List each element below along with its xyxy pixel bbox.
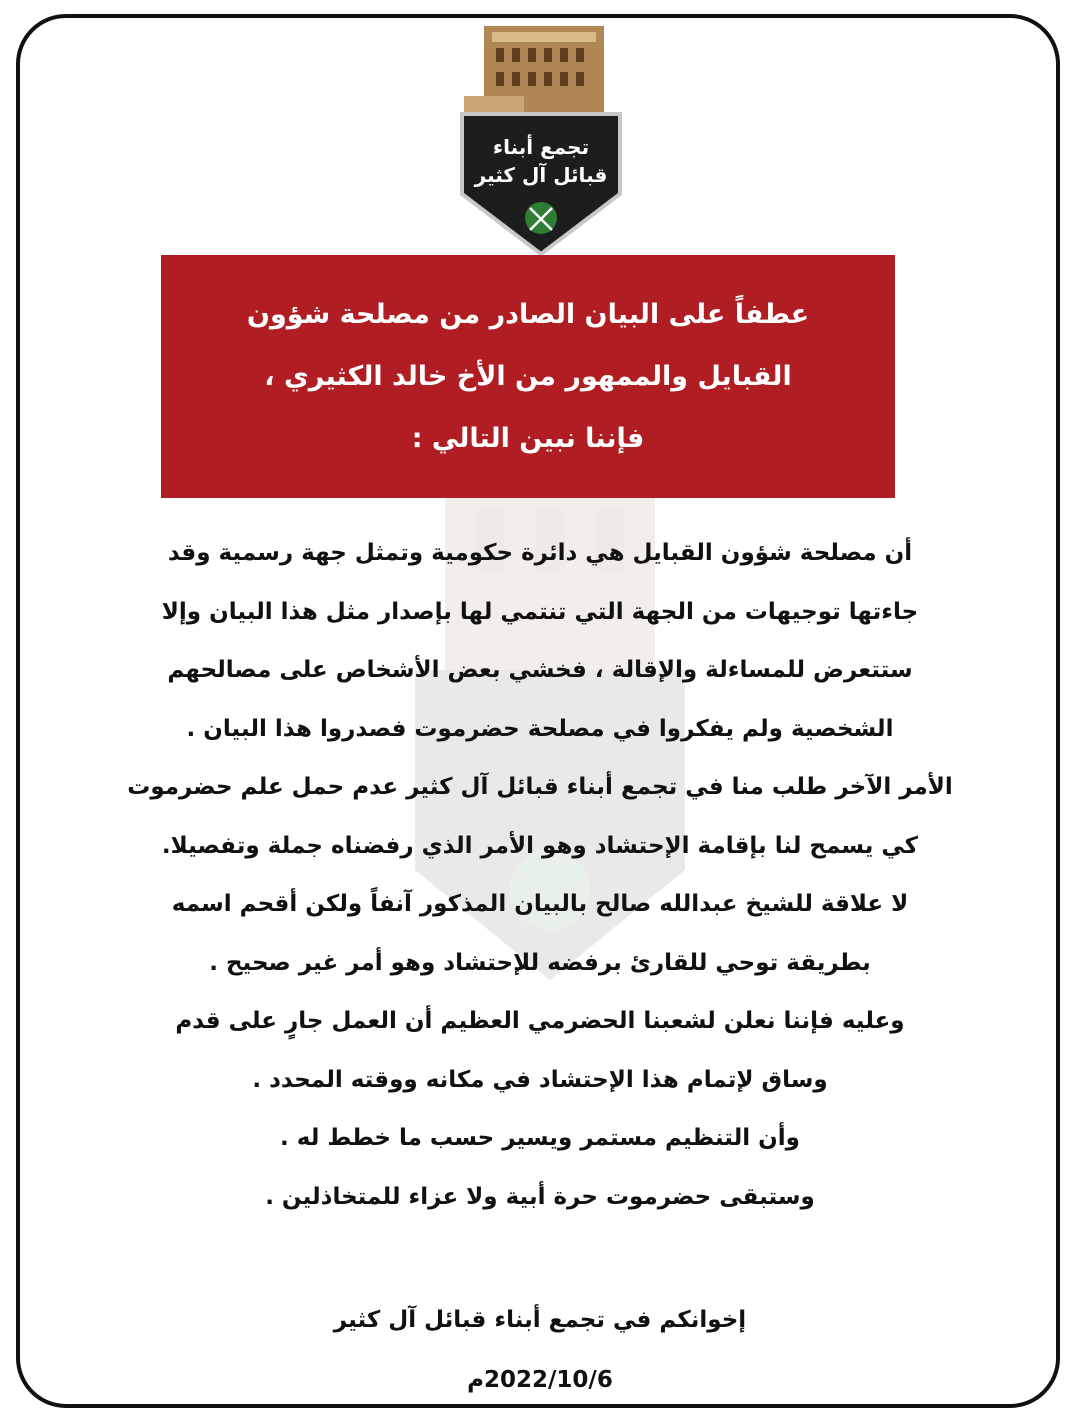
logo-line-2: قبائل آل كثير	[474, 163, 608, 187]
statement-line: وساق لإتمام هذا الإحتشاد في مكانه ووقته المحدد .	[252, 1066, 828, 1093]
banner-line: فإننا نبين التالي :	[411, 422, 645, 454]
statement-line: بطريقة توحي للقارئ برفضه للإحتشاد وهو أمر غير صحيح .	[209, 949, 871, 976]
signature-from: إخوانكم في تجمع أبناء قبائل آل كثير	[333, 1307, 747, 1333]
banner-line: القبايل والممهور من الأخ خالد الكثيري ،	[264, 360, 792, 392]
banner-line: عطفاً على البيان الصادر من مصلحة شؤون	[246, 298, 810, 330]
statement-line: وعليه فإننا نعلن لشعبنا الحضرمي العظيم أن العمل جارٍ على قدم	[175, 1008, 905, 1034]
tribe-logo	[456, 18, 626, 258]
statement-line: وستبقى حضرموت حرة أبية ولا عزاء للمتخاذلين .	[265, 1183, 815, 1210]
statement-line: الشخصية ولم يفكروا في مصلحة حضرموت فصدروا هذا البيان .	[186, 715, 894, 742]
statement-line: لا علاقة للشيخ عبدالله صالح بالبيان المذكور آنفاً ولكن أقحم اسمه	[171, 891, 909, 917]
signature-block	[40, 1290, 1040, 1410]
statement-line: ستتعرض للمساءلة والإقالة ، فخشي بعض الأشخاص على مصالحهم	[167, 657, 913, 683]
intro-banner	[161, 255, 895, 498]
logo-line-1: تجمع أبناء	[492, 135, 590, 159]
statement-line: وأن التنظيم مستمر ويسير حسب ما خطط له .	[280, 1125, 800, 1151]
statement-body	[40, 524, 1040, 1226]
statement-line: أن مصلحة شؤون القبايل هي دائرة حكومية وتمثل جهة رسمية وقد	[167, 540, 913, 566]
statement-line: الأمر الآخر طلب منا في تجمع أبناء قبائل آل كثير عدم حمل علم حضرموت	[127, 774, 953, 800]
statement-line: كي يسمح لنا بإقامة الإحتشاد وهو الأمر الذي رفضناه جملة وتفصيلا.	[161, 832, 919, 859]
crossed-daggers-icon	[525, 202, 557, 234]
statement-line: جاءتها توجيهات من الجهة التي تنتمي لها بإصدار مثل هذا البيان وإلا	[161, 598, 919, 625]
signature-date: 2022/10/6م	[467, 1367, 613, 1393]
